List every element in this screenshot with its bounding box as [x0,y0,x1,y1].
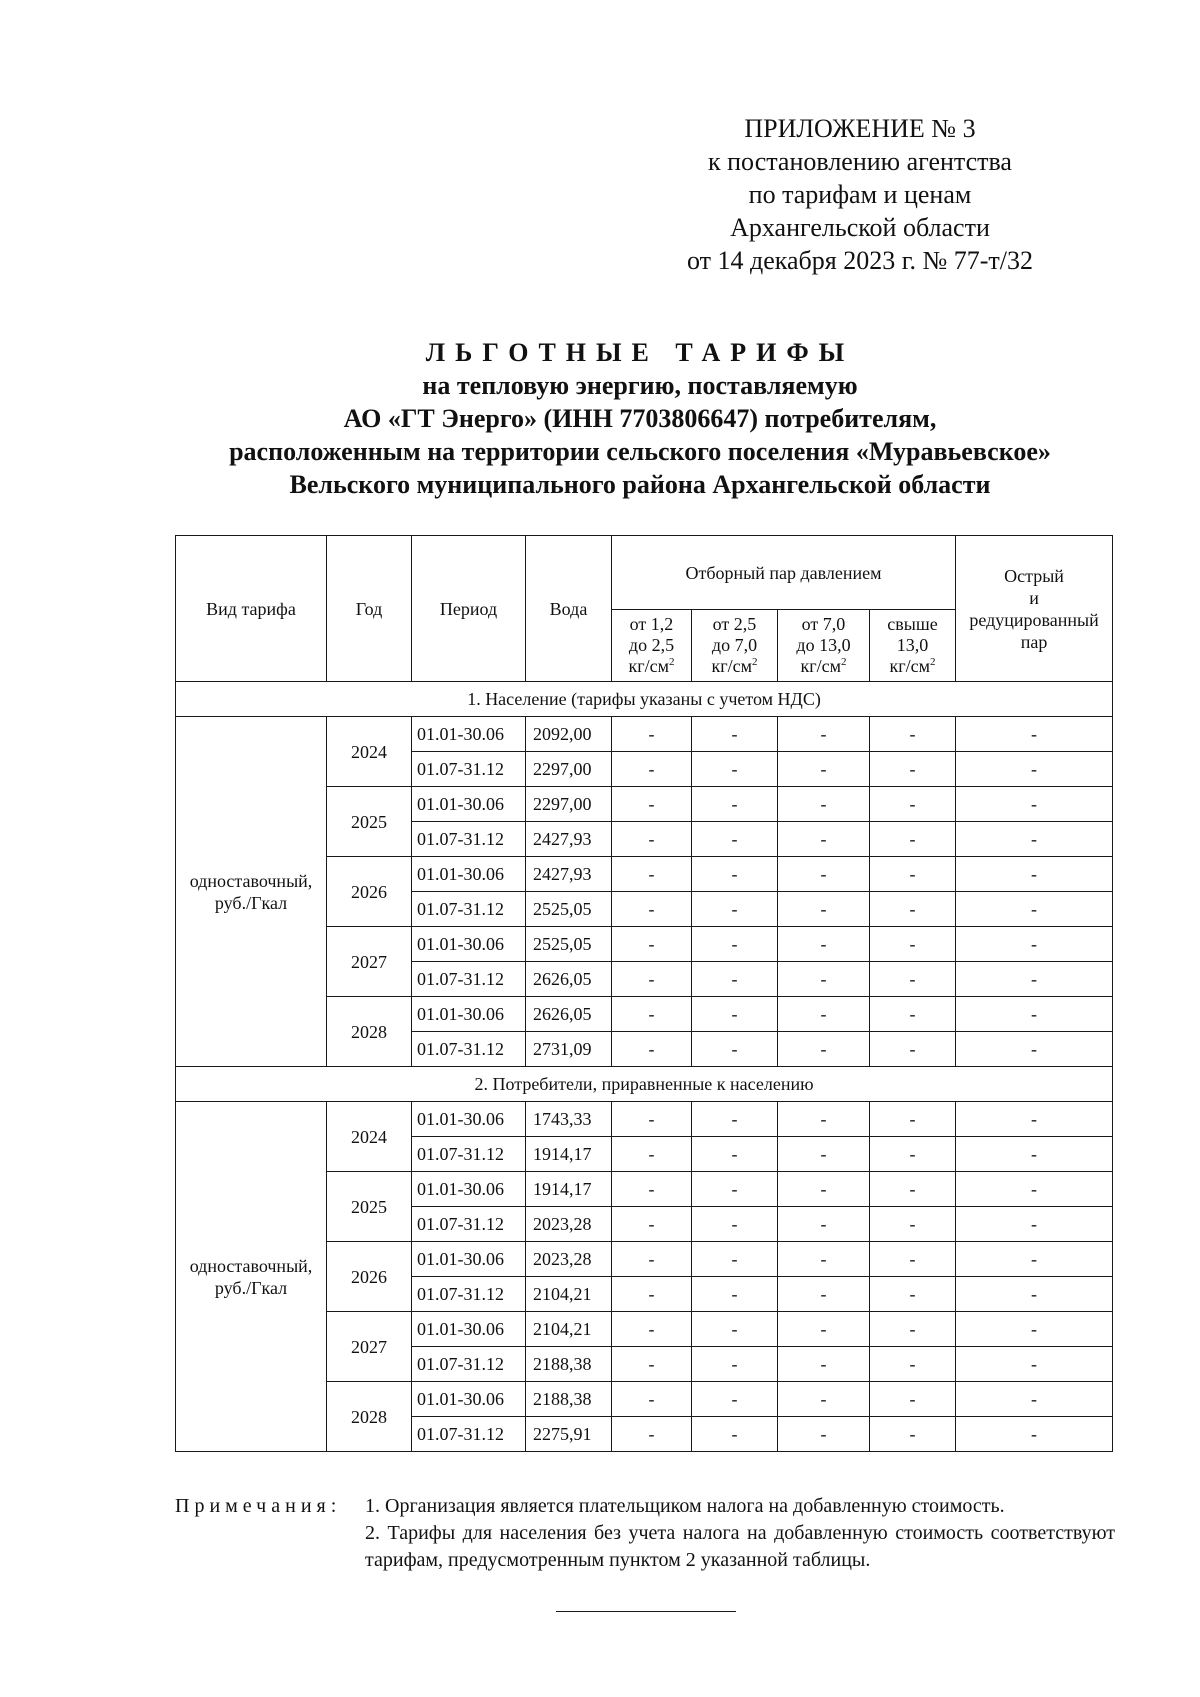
steam-tariff-cell: - [778,1417,870,1452]
header-steam-group: Отборный пар давлением [612,536,956,610]
steam-tariff-cell: - [870,1242,956,1277]
year-cell: 2028 [327,1382,412,1452]
tariff-type-unit: руб./Гкал [214,892,288,913]
steam-tariff-cell: - [612,892,692,927]
period-cell: 01.01-30.06 [412,787,526,822]
steam-tariff-cell: - [692,1137,778,1172]
year-cell: 2028 [327,997,412,1067]
steam-header-unit: $кг/см^2$ [800,656,847,676]
appendix-line: к постановлению агентства [708,147,1012,176]
year-cell: 2024 [327,1102,412,1172]
steam-tariff-cell: - [778,1312,870,1347]
steam-tariff-cell: - [692,717,778,752]
steam-tariff-cell: - [692,1347,778,1382]
steam-tariff-cell: - [870,962,956,997]
steam-tariff-cell: - [870,1207,956,1242]
steam-tariff-cell: - [612,1242,692,1277]
header-sharp-line: пар [1020,631,1048,652]
tariff-type-cell [176,1102,327,1452]
period-cell: 01.07-31.12 [412,1277,526,1312]
steam-tariff-cell: - [778,717,870,752]
title-line: расположенным на территории сельского поселения «Муравьевское» [229,437,1051,466]
sharp-steam-cell: - [956,1312,1113,1347]
title-line: Вельского муниципального района Архангельской области [289,470,991,499]
title-main: ЛЬГОТНЫЕ ТАРИФЫ [425,338,855,367]
header-steam-4 [870,610,956,682]
steam-tariff-cell: - [778,997,870,1032]
tariff-type-unit: руб./Гкал [214,1277,288,1298]
water-tariff-cell: 2104,21 [526,1312,612,1347]
steam-header-unit: $кг/см^2$ [889,656,936,676]
sharp-steam-cell: - [956,857,1113,892]
period-cell: 01.07-31.12 [412,892,526,927]
steam-tariff-cell: - [778,787,870,822]
steam-tariff-cell: - [612,1137,692,1172]
title-line: АО «ГТ Энерго» (ИНН 7703806647) потребителям, [343,404,937,433]
water-tariff-cell: 2023,28 [526,1242,612,1277]
year-cell: 2027 [327,1312,412,1382]
steam-tariff-cell: - [870,892,956,927]
steam-header-line: свыше [887,614,938,634]
steam-tariff-cell: - [612,962,692,997]
steam-tariff-cell: - [692,962,778,997]
steam-tariff-cell: - [870,752,956,787]
steam-tariff-cell: - [778,927,870,962]
tariff-type-line: одноставочный, [189,1255,313,1276]
steam-tariff-cell: - [870,1032,956,1067]
steam-tariff-cell: - [870,1137,956,1172]
water-tariff-cell: 2525,05 [526,927,612,962]
period-cell: 01.07-31.12 [412,752,526,787]
title-line: на тепловую энергию, поставляемую [422,371,858,400]
period-cell: 01.07-31.12 [412,1347,526,1382]
section-header: 1. Население (тарифы указаны с учетом НДС) [176,682,1113,717]
steam-tariff-cell: - [612,752,692,787]
table-row [176,1102,1113,1137]
header-sharp-line: и [1029,587,1039,608]
end-divider [556,1611,736,1612]
header-steam-1 [612,610,692,682]
steam-tariff-cell: - [692,1417,778,1452]
steam-tariff-cell: - [870,717,956,752]
steam-tariff-cell: - [692,1207,778,1242]
tariff-table [175,535,1113,1452]
steam-tariff-cell: - [870,1172,956,1207]
water-tariff-cell: 1743,33 [526,1102,612,1137]
note-2: 2. Тарифы для населения без учета налога на добавленную стоимость соответствуют тарифам, предусмотренным пунктом 2 указанной таблицы. [365,1522,1115,1571]
steam-tariff-cell: - [870,1277,956,1312]
water-tariff-cell: 2023,28 [526,1207,612,1242]
sharp-steam-cell: - [956,822,1113,857]
year-cell: 2025 [327,787,412,857]
period-cell: 01.01-30.06 [412,997,526,1032]
steam-tariff-cell: - [778,822,870,857]
header-sharp-line: редуцированный [969,609,1099,630]
steam-tariff-cell: - [612,1347,692,1382]
steam-tariff-cell: - [612,997,692,1032]
sharp-steam-cell: - [956,962,1113,997]
sharp-steam-cell: - [956,1032,1113,1067]
steam-header-line: от 7,0 [801,614,846,634]
steam-header-line: от 2,5 [712,614,757,634]
header-sharp-line: Острый [1004,565,1064,586]
period-cell: 01.01-30.06 [412,1242,526,1277]
steam-tariff-cell: - [870,927,956,962]
period-cell: 01.07-31.12 [412,1032,526,1067]
steam-tariff-cell: - [692,892,778,927]
water-tariff-cell: 2297,00 [526,787,612,822]
appendix-number: ПРИЛОЖЕНИЕ № 3 [744,114,976,143]
water-tariff-cell: 2104,21 [526,1277,612,1312]
water-tariff-cell: 2188,38 [526,1382,612,1417]
steam-tariff-cell: - [612,787,692,822]
steam-tariff-cell: - [778,1102,870,1137]
period-cell: 01.01-30.06 [412,1312,526,1347]
water-tariff-cell: 2525,05 [526,892,612,927]
steam-tariff-cell: - [870,1102,956,1137]
steam-tariff-cell: - [870,1312,956,1347]
period-cell: 01.01-30.06 [412,927,526,962]
sharp-steam-cell: - [956,1242,1113,1277]
document-title [150,336,1130,501]
steam-tariff-cell: - [692,1382,778,1417]
sharp-steam-cell: - [956,927,1113,962]
steam-header-line: до 2,5 [628,635,675,655]
appendix-line: по тарифам и ценам [748,180,972,209]
steam-header-line: от 1,2 [629,614,674,634]
sharp-steam-cell: - [956,1382,1113,1417]
steam-tariff-cell: - [870,822,956,857]
steam-tariff-cell: - [870,1347,956,1382]
water-tariff-cell: 2427,93 [526,822,612,857]
tariff-type-line: одноставочный, [189,870,313,891]
header-sharp-steam [956,536,1113,682]
steam-tariff-cell: - [778,962,870,997]
steam-tariff-cell: - [778,1382,870,1417]
water-tariff-cell: 2626,05 [526,997,612,1032]
period-cell: 01.07-31.12 [412,962,526,997]
steam-tariff-cell: - [692,787,778,822]
steam-tariff-cell: - [692,1277,778,1312]
steam-tariff-cell: - [870,1382,956,1417]
table-row [176,717,1113,752]
steam-tariff-cell: - [870,857,956,892]
notes-label: Примечания: [175,1495,342,1517]
period-cell: 01.01-30.06 [412,1172,526,1207]
steam-tariff-cell: - [612,1102,692,1137]
steam-tariff-cell: - [778,1277,870,1312]
steam-tariff-cell: - [612,1172,692,1207]
sharp-steam-cell: - [956,752,1113,787]
sharp-steam-cell: - [956,1207,1113,1242]
steam-header-unit: $кг/см^2$ [628,656,675,676]
steam-tariff-cell: - [870,997,956,1032]
steam-tariff-cell: - [778,1137,870,1172]
year-cell: 2024 [327,717,412,787]
sharp-steam-cell: - [956,892,1113,927]
steam-tariff-cell: - [692,1102,778,1137]
year-cell: 2025 [327,1172,412,1242]
steam-tariff-cell: - [778,1347,870,1382]
steam-tariff-cell: - [692,1172,778,1207]
steam-tariff-cell: - [612,717,692,752]
steam-tariff-cell: - [778,1032,870,1067]
steam-tariff-cell: - [612,1207,692,1242]
water-tariff-cell: 2092,00 [526,717,612,752]
steam-tariff-cell: - [692,857,778,892]
steam-tariff-cell: - [612,927,692,962]
period-cell: 01.07-31.12 [412,1137,526,1172]
tariff-table-body [176,682,1113,1452]
steam-tariff-cell: - [692,1242,778,1277]
steam-tariff-cell: - [778,892,870,927]
appendix-line: Архангельской области [730,213,990,242]
sharp-steam-cell: - [956,1102,1113,1137]
period-cell: 01.01-30.06 [412,1102,526,1137]
header-tariff-type: Вид тарифа [176,536,327,682]
water-tariff-cell: 2188,38 [526,1347,612,1382]
header-steam-3 [778,610,870,682]
steam-tariff-cell: - [778,857,870,892]
steam-tariff-cell: - [778,1242,870,1277]
appendix-header [640,112,1080,277]
header-period: Период [412,536,526,682]
steam-tariff-cell: - [870,1417,956,1452]
steam-tariff-cell: - [612,1382,692,1417]
period-cell: 01.07-31.12 [412,1417,526,1452]
water-tariff-cell: 1914,17 [526,1137,612,1172]
steam-tariff-cell: - [612,1032,692,1067]
section-header: 2. Потребители, приравненные к населению [176,1067,1113,1102]
year-cell: 2026 [327,1242,412,1312]
sharp-steam-cell: - [956,1417,1113,1452]
steam-header-line: до 13,0 [796,635,851,655]
sharp-steam-cell: - [956,1172,1113,1207]
water-tariff-cell: 1914,17 [526,1172,612,1207]
steam-tariff-cell: - [870,787,956,822]
steam-header-line: до 7,0 [711,635,758,655]
steam-tariff-cell: - [612,1277,692,1312]
period-cell: 01.01-30.06 [412,857,526,892]
steam-tariff-cell: - [778,1207,870,1242]
water-tariff-cell: 2275,91 [526,1417,612,1452]
steam-tariff-cell: - [612,1312,692,1347]
steam-tariff-cell: - [692,752,778,787]
steam-tariff-cell: - [692,1032,778,1067]
steam-tariff-cell: - [692,822,778,857]
year-cell: 2027 [327,927,412,997]
steam-header-line: 13,0 [896,635,929,655]
period-cell: 01.01-30.06 [412,1382,526,1417]
sharp-steam-cell: - [956,1137,1113,1172]
header-water: Вода [526,536,612,682]
sharp-steam-cell: - [956,1347,1113,1382]
steam-tariff-cell: - [612,1417,692,1452]
sharp-steam-cell: - [956,717,1113,752]
year-cell: 2026 [327,857,412,927]
sharp-steam-cell: - [956,997,1113,1032]
water-tariff-cell: 2427,93 [526,857,612,892]
steam-tariff-cell: - [778,1172,870,1207]
appendix-date: от 14 декабря 2023 г. № 77-т/32 [686,246,1034,275]
period-cell: 01.01-30.06 [412,717,526,752]
sharp-steam-cell: - [956,787,1113,822]
steam-tariff-cell: - [612,857,692,892]
steam-header-unit: $кг/см^2$ [711,656,758,676]
header-steam-2 [692,610,778,682]
header-year: Год [327,536,412,682]
period-cell: 01.07-31.12 [412,1207,526,1242]
steam-tariff-cell: - [692,1312,778,1347]
tariff-type-cell [176,717,327,1067]
sharp-steam-cell: - [956,1277,1113,1312]
steam-tariff-cell: - [778,752,870,787]
period-cell: 01.07-31.12 [412,822,526,857]
steam-tariff-cell: - [692,927,778,962]
steam-tariff-cell: - [692,997,778,1032]
water-tariff-cell: 2297,00 [526,752,612,787]
steam-tariff-cell: - [612,822,692,857]
water-tariff-cell: 2731,09 [526,1032,612,1067]
water-tariff-cell: 2626,05 [526,962,612,997]
note-1: 1. Организация является плательщиком налога на добавленную стоимость. [365,1495,1005,1517]
